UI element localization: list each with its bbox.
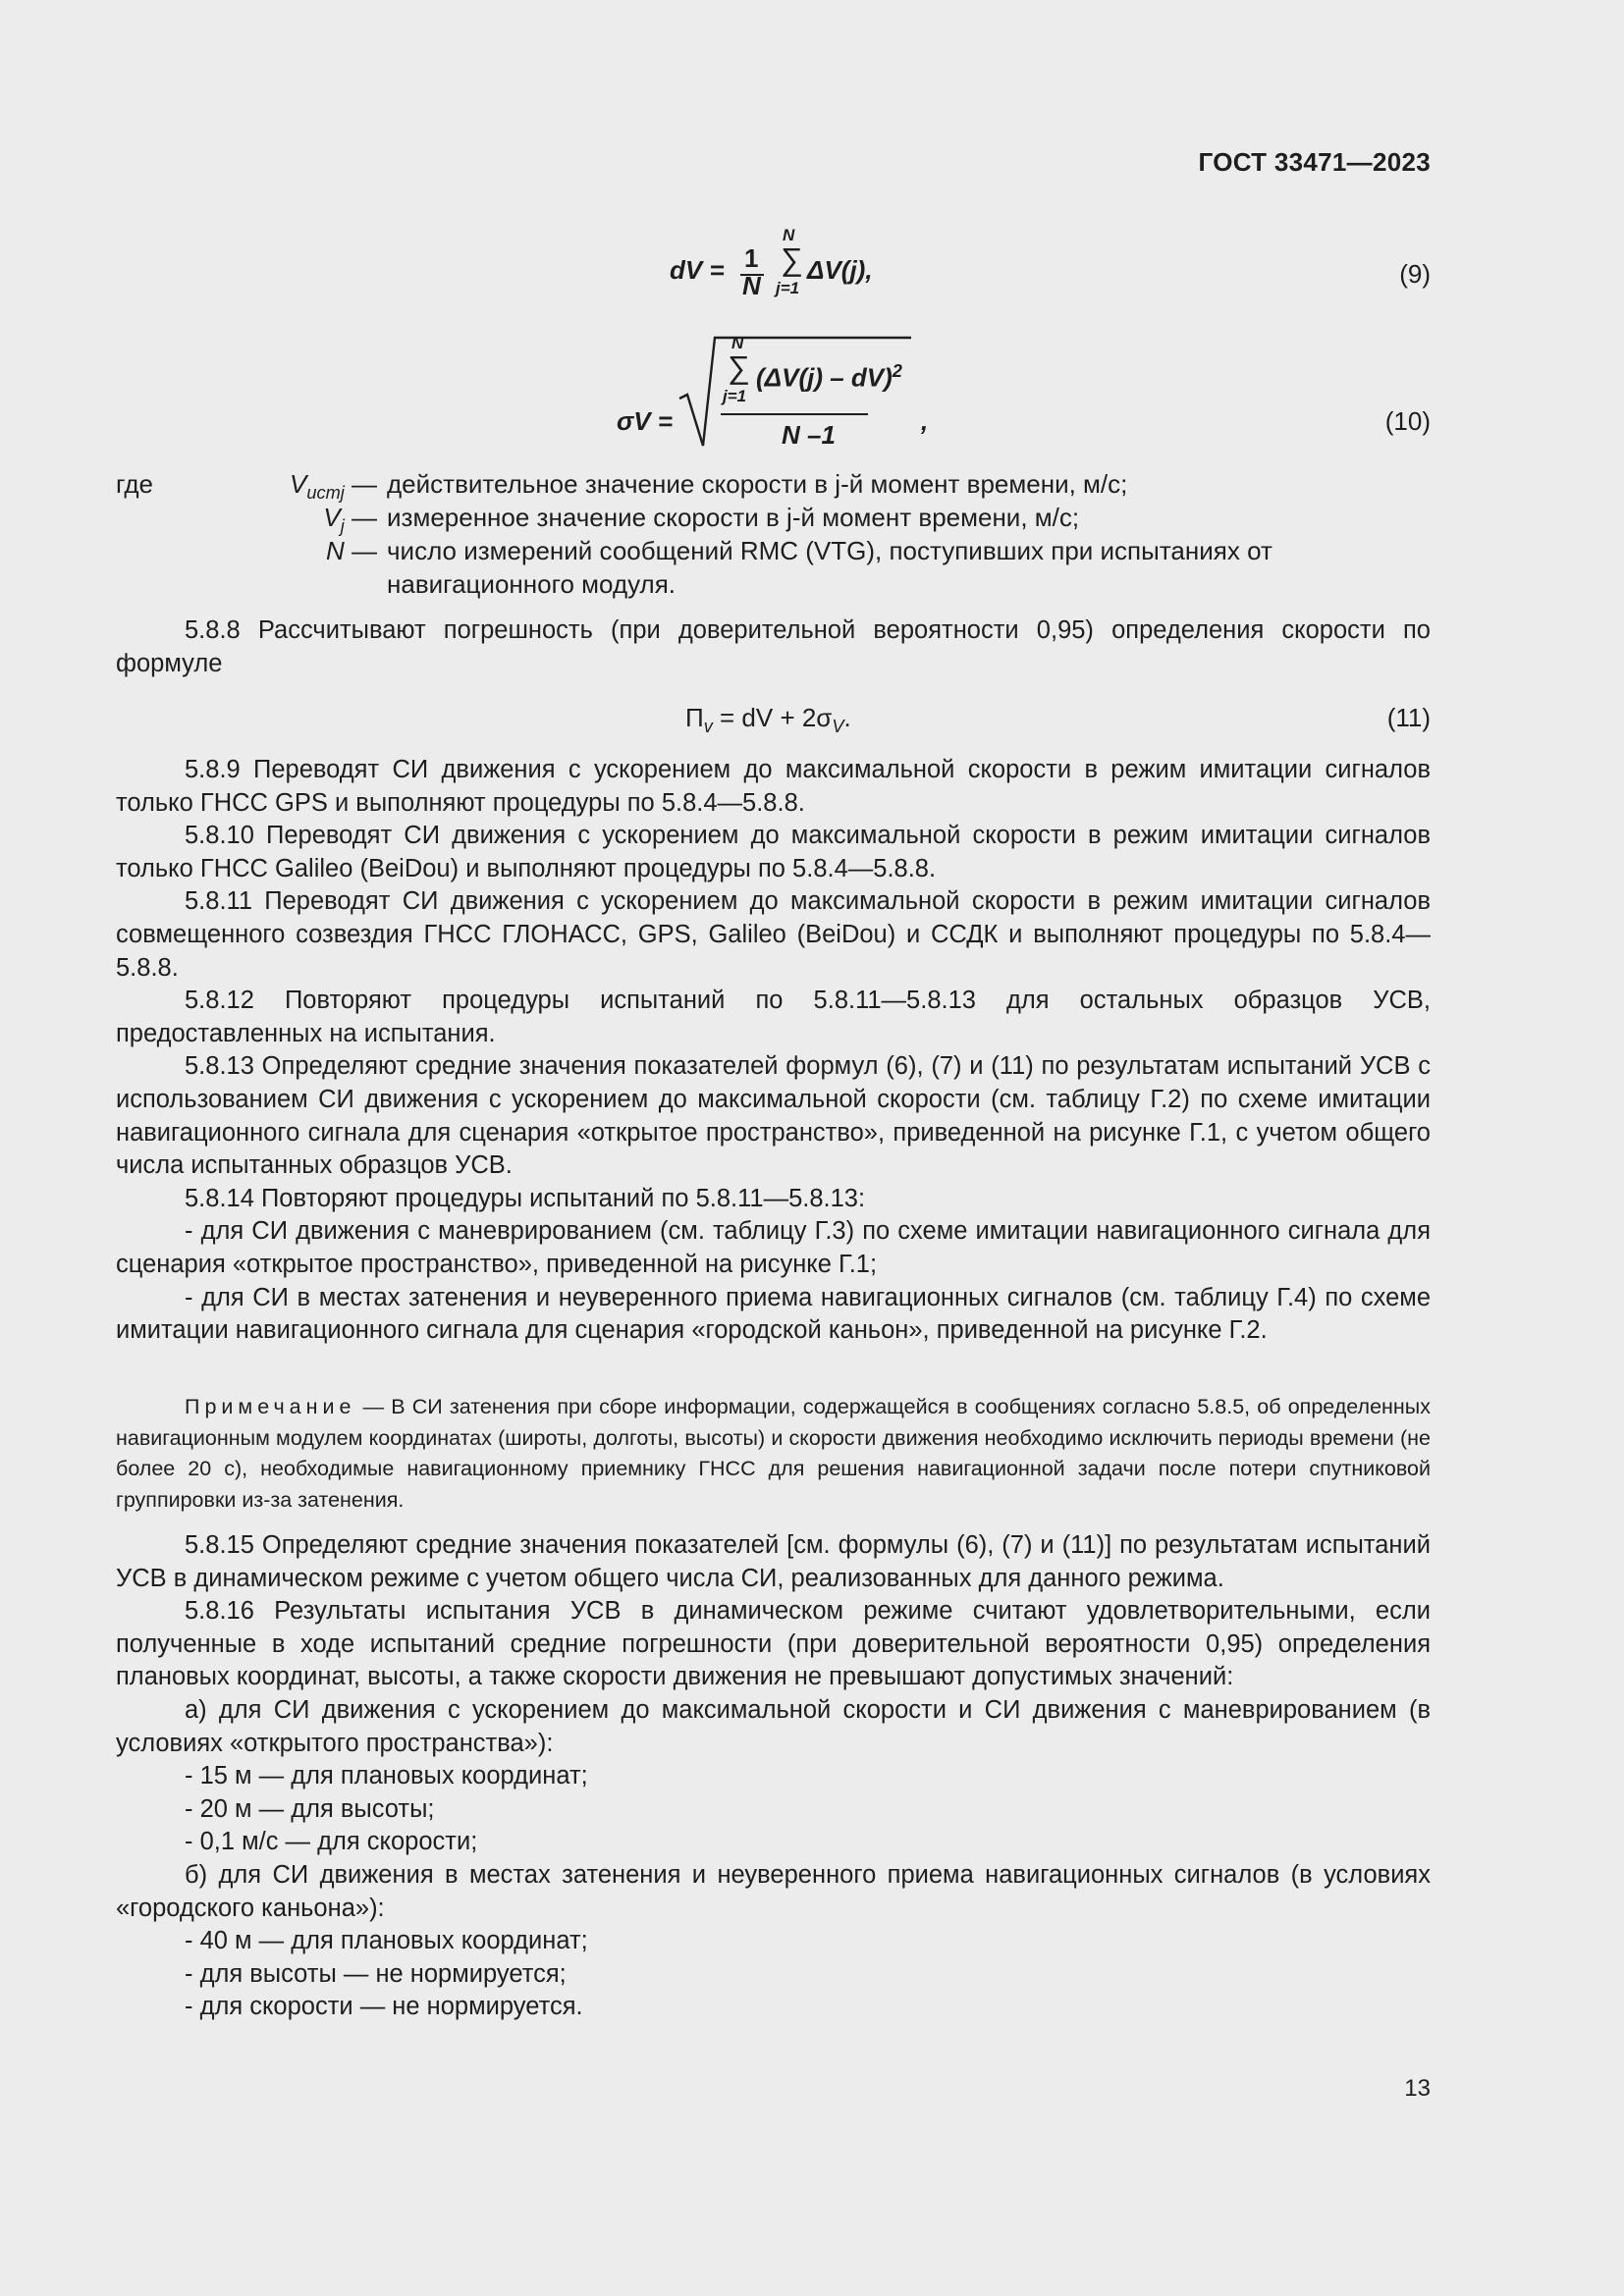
page-number: 13 xyxy=(1404,2075,1431,2102)
definition-text: число измерений сообщений RMC (VTG), поступивших при испытаниях от навигационного модуля. xyxy=(387,536,1272,599)
note-label: Примечание xyxy=(185,1395,356,1418)
formula-10-sum-upper: N xyxy=(731,334,744,352)
formula-9-sum-sign: ∑ xyxy=(781,241,803,277)
formula-11-expression: $П_v$ = dV + $2\sigma_V$. xyxy=(685,703,851,737)
definition-row xyxy=(116,467,1432,504)
note-block xyxy=(116,1392,1431,1516)
paragraph-text: 5.8.8 Рассчитывают погрешность (при доверительной вероятности 0,95) определения скорости по формуле xyxy=(116,616,1431,677)
requirement-b-item: - для высоты — не нормируется; xyxy=(185,1959,567,1988)
requirement-b: б) для СИ движения в местах затенения и неуверенного приема навигационных сигналов (в условиях «городского каньона»): xyxy=(116,1860,1431,1922)
standard-code-header: ГОСТ 33471—2023 xyxy=(1198,147,1431,177)
formula-9-number: (9) xyxy=(1399,259,1431,289)
definition-symbol: N — xyxy=(325,536,377,565)
requirement-b-item: - для скорости — не нормируется. xyxy=(185,1993,583,2021)
body-paragraphs-2 xyxy=(116,1529,1431,2024)
paragraph-5-8-9: 5.8.9 Переводят СИ движения с ускорением до максимальной скорости в режим имитации сигналов только ГНСС GPS и выполняют процедуры по 5.8.4—5.8.8. xyxy=(116,756,1431,817)
requirement-a: а) для СИ движения с ускорением до максимальной скорости и СИ движения с маневрированием (в условиях «открытого пространства»): xyxy=(116,1695,1431,1757)
formula-10-number: (10) xyxy=(1384,406,1431,436)
formula-10-exponent: 2 xyxy=(892,361,902,381)
paragraph-5-8-12: 5.8.12 Повторяют процедуры испытаний по 5.8.11—5.8.13 для остальных образцов УСВ, предоставленных на испытания. xyxy=(116,987,1431,1047)
definitions-list xyxy=(116,467,1432,601)
definitions-where-label: где xyxy=(116,469,153,499)
paragraph-5-8-14-item-a: - для СИ движения с маневрированием (см. таблицу Г.3) по схеме имитации навигационного сигнала для сценария «открытое пространство», приведенной на рисунке Г.1; xyxy=(116,1217,1431,1278)
definition-row xyxy=(116,501,1432,537)
formula-9-rest: ΔV(j), xyxy=(807,255,873,285)
paragraph-5-8-11: 5.8.11 Переводят СИ движения с ускорением до максимальной скорости в режим имитации сигналов совмещенного созвездия ГНСС ГЛОНАСС, GPS, Galileo (BeiDou) и ССДК и выполняют процедуры по 5.8.4—5.8.8. xyxy=(116,887,1431,982)
paragraph-5-8-13: 5.8.13 Определяют средние значения показателей формул (6), (7) и (11) по результатам испытаний УСВ с использованием СИ движения с ускорением до максимальной скорости (см. таблицу Г.2) по схеме имитации навигационного сигнала для сценария «открытое пространство», приведенной на рисунке Г.1, с учетом общего числа испытанных образцов УСВ. xyxy=(116,1052,1431,1180)
formula-10-numerator: (ΔV(j) – dV)$^2$ xyxy=(756,361,902,393)
requirement-a-item: - 0,1 м/с — для скорости; xyxy=(185,1828,478,1856)
body-paragraphs xyxy=(116,754,1431,1348)
paragraph-5-8-15: 5.8.15 Определяют средние значения показателей [см. формулы (6), (7) и (11)] по результатам испытаний УСВ в динамическом режиме с учетом общего числа СИ, реализованных для данного режима. xyxy=(116,1531,1431,1592)
definition-text: измеренное значение скорости в j-й момент времени, м/с; xyxy=(387,503,1080,532)
formula-10-lhs: σV = xyxy=(617,406,674,436)
definition-symbol: $V_{истj}$ — xyxy=(290,469,377,504)
formula-10-sum-sign: ∑ xyxy=(728,349,750,385)
formula-9-frac-numerator: 1 xyxy=(744,243,759,273)
formula-9-frac-denominator: N xyxy=(742,271,761,300)
definition-symbol: $V_j$ — xyxy=(323,503,377,537)
requirement-b-item: - 40 м — для плановых координат; xyxy=(185,1927,588,1955)
note-text: В СИ затенения при сборе информации, содержащейся в сообщениях согласно 5.8.5, об определенных навигационным модулем координатах (широты, долготы, высоты) и скорости движения необходимо исключить периоды времени (не более 20 с), необходимые навигационному приемнику ГНСС для решения навигационной задачи после потери спутниковой группировки из-за затенения. xyxy=(116,1395,1431,1512)
paragraph-5-8-16: 5.8.16 Результаты испытания УСВ в динамическом режиме считают удовлетворительными, если полученные в ходе испытаний средние погрешности (при доверительной вероятности 0,95) определения плановых координат, высоты, а также скорости движения не превышают допустимых значений: xyxy=(116,1597,1431,1691)
formula-10-comma: , xyxy=(921,406,929,436)
requirement-a-item: - 20 м — для высоты; xyxy=(185,1794,435,1823)
definition-row xyxy=(116,534,1432,601)
requirement-a-item: - 15 м — для плановых координат; xyxy=(185,1762,588,1790)
formula-10-denominator: N –1 xyxy=(782,420,836,450)
formula-10-sum-lower: j=1 xyxy=(723,387,747,405)
formula-9-sum-upper: N xyxy=(783,226,795,244)
paragraph-5-8-8 xyxy=(116,614,1431,680)
paragraph-5-8-10: 5.8.10 Переводят СИ движения с ускорением до максимальной скорости в режим имитации сигналов только ГНСС Galileo (BeiDou) и выполняют процедуры по 5.8.4—5.8.8. xyxy=(116,822,1431,882)
formula-9-sum-lower: j=1 xyxy=(776,279,800,297)
note-paragraph: Примечание — В СИ затенения при сборе информации, содержащейся в сообщениях согласно 5.8.5, об определенных навигационным модулем координатах (широты, долготы, высоты) и скорости движения необходимо исключить периоды времени (не более 20 с), необходимые навигационному приемнику ГНСС для решения навигационной задачи после потери спутниковой группировки из-за затенения. xyxy=(116,1395,1431,1512)
formula-10-fraction-bar xyxy=(721,413,868,415)
paragraph-5-8-14-item-b: - для СИ в местах затенения и неуверенного приема навигационных сигналов (см. таблицу Г.4) по схеме имитации навигационного сигнала для сценария «городской каньон», приведенной на рисунке Г.2. xyxy=(116,1283,1431,1345)
formula-11-number: (11) xyxy=(1386,703,1431,732)
formula-9-lhs: dV = xyxy=(670,255,725,285)
paragraph-5-8-14: 5.8.14 Повторяют процедуры испытаний по 5.8.11—5.8.13: xyxy=(185,1184,866,1212)
definition-text: действительное значение скорости в j-й момент времени, м/с; xyxy=(387,469,1128,499)
